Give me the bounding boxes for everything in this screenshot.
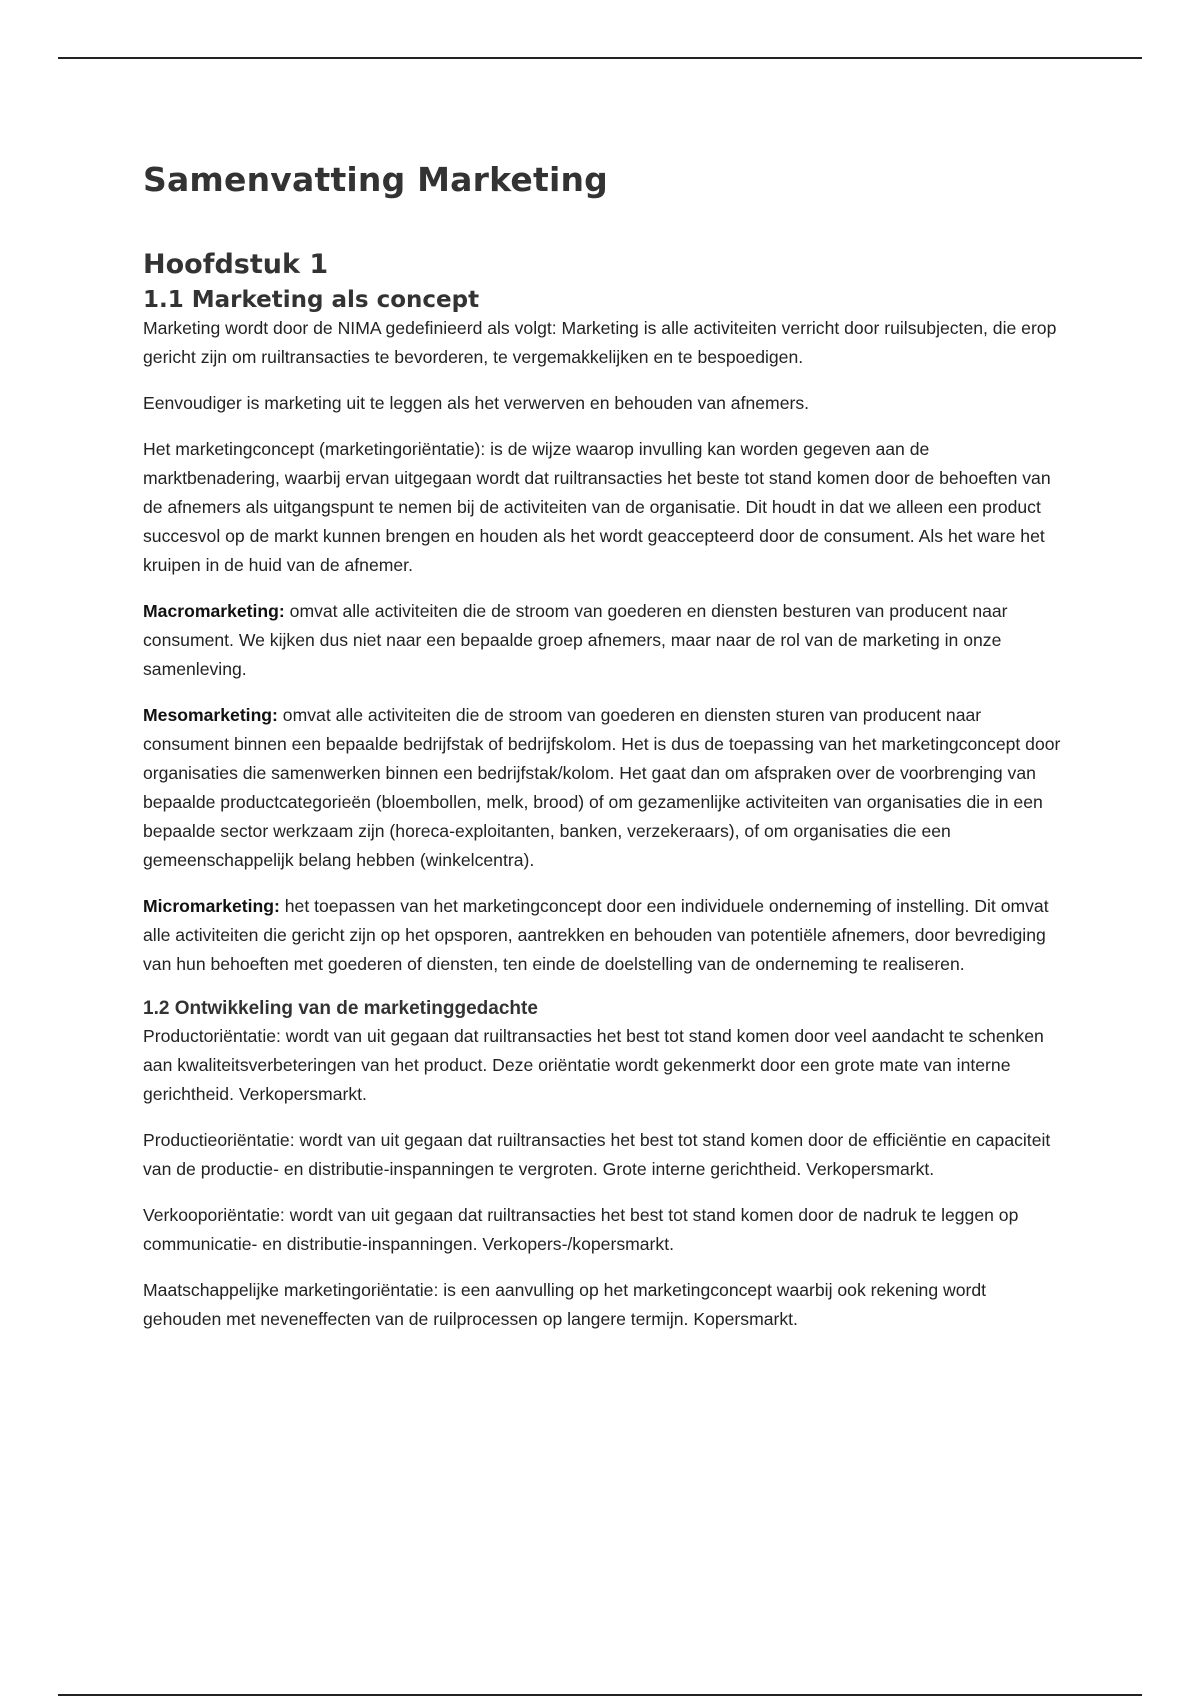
header-rule [58, 57, 1142, 59]
paragraph-definition: Marketing wordt door de NIMA gedefinieerd als volgt: Marketing is alle activiteiten verricht door ruilsubjecten, die erop gericht zijn om ruiltransacties te bevorderen, te vergemakkelijken en te bespoedigen. [143, 318, 1057, 367]
paragraph-verkooporientatie: Verkooporiëntatie: wordt van uit gegaan dat ruiltransacties het best tot stand komen door de nadruk te leggen op communicatie- en distributie-inspanningen. Verkopers-/kopersmarkt. [143, 1205, 1019, 1254]
section-heading-1-2: 1.2 Ontwikkeling van de marketinggedachte [143, 998, 538, 1019]
text-micromarketing: het toepassen van het marketingconcept door een individuele onderneming of instelling. Dit omvat alle activiteiten die gericht zijn op het opsporen, aantrekken en behouden van potentiële afnemers, door bevrediging van hun behoeften met goederen of diensten, ten einde de doelstelling van de onderneming te realiseren. [143, 896, 1049, 974]
document-title: Samenvatting Marketing [143, 160, 608, 199]
text-macromarketing: omvat alle activiteiten die de stroom van goederen en diensten besturen van producent naar consument. We kijken dus niet naar een bepaalde groep afnemers, maar naar de rol van de marketing in onze samenleving. [143, 601, 1008, 679]
paragraph-micromarketing [143, 892, 1063, 979]
paragraph-productorientatie: Productoriëntatie: wordt van uit gegaan dat ruiltransacties het best tot stand komen door veel aandacht te schenken aan kwaliteitsverbeteringen van het product. Deze oriëntatie wordt gekenmerkt door een grote mate van interne gerichtheid. Verkopersmarkt. [143, 1026, 1044, 1104]
paragraph-macromarketing [143, 597, 1063, 684]
footer-rule [58, 1694, 1142, 1696]
paragraph-maatschappelijke-orientatie: Maatschappelijke marketingoriëntatie: is een aanvulling op het marketingconcept waarbij ook rekening wordt gehouden met neveneffecten van de ruilprocessen op langere termijn. Kopersmarkt. [143, 1280, 987, 1329]
document-page [143, 160, 1063, 1351]
paragraph-mesomarketing [143, 701, 1063, 875]
chapter-heading: Hoofdstuk 1 [143, 249, 329, 280]
section-heading-1-1: 1.1 Marketing als concept [143, 287, 480, 313]
term-macromarketing: Macromarketing: [143, 601, 285, 621]
paragraph-simple-definition: Eenvoudiger is marketing uit te leggen als het verwerven en behouden van afnemers. [143, 393, 810, 413]
term-mesomarketing: Mesomarketing: [143, 705, 278, 725]
paragraph-marketing-concept: Het marketingconcept (marketingoriëntatie): is de wijze waarop invulling kan worden gegeven aan de marktbenadering, waarbij ervan uitgegaan wordt dat ruiltransacties het beste tot stand komen door de behoeften van de afnemers als uitgangspunt te nemen bij de activiteiten van de organisatie. Dit houdt in dat we alleen een product succesvol op de markt kunnen brengen en houden als het wordt geaccepteerd door de consument. Als het ware het kruipen in de huid van de afnemer. [143, 439, 1051, 575]
term-micromarketing: Micromarketing: [143, 896, 280, 916]
text-mesomarketing: omvat alle activiteiten die de stroom van goederen en diensten sturen van producent naar consument binnen een bepaalde bedrijfstak of bedrijfskolom. Het is dus de toepassing van het marketingconcept door organisaties die samenwerken binnen een bedrijfstak/kolom. Het gaat dan om afspraken over de voorbrenging van bepaalde productcategorieën (bloembollen, melk, brood) of om gezamenlijke activiteiten van organisaties die in een bepaalde sector werkzaam zijn (horeca-exploitanten, banken, verzekeraars), of om organisaties die een gemeenschappelijk belang hebben (winkelcentra). [143, 705, 1061, 870]
paragraph-productieorientatie: Productieoriëntatie: wordt van uit gegaan dat ruiltransacties het best tot stand komen door de efficiëntie en capaciteit van de productie- en distributie-inspanningen te vergroten. Grote interne gerichtheid. Verkopersmarkt. [143, 1130, 1051, 1179]
